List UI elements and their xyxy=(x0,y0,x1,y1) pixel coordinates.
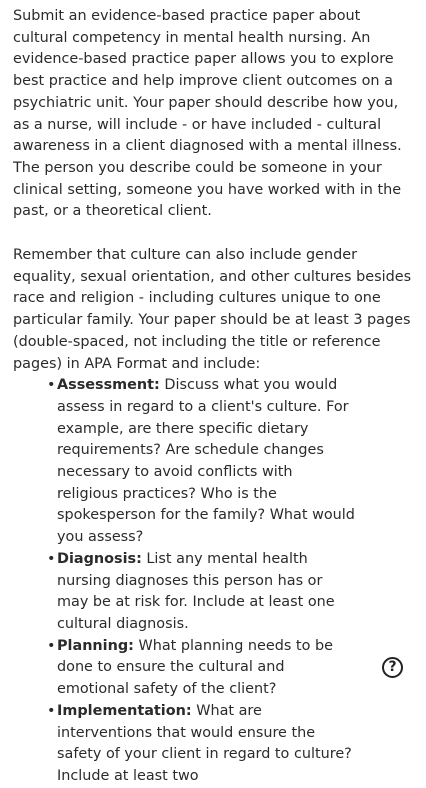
list-item-term: Diagnosis: xyxy=(57,550,142,567)
intro-paragraph: Submit an evidence-based practice paper about cultural competency in mental health nursing. An evidence-based practice paper allows you to explore best practice and help improve client outcomes on a psychiatric unit. Your paper should describe how you, as a nurse, will include - or have included - cultural awareness in a client diagnosed with a mental illness. The person you describe could be someone in your clinical setting, someone you have worked with in the past, or a theoretical client. xyxy=(13,8,402,220)
list-item-diagnosis xyxy=(13,549,357,636)
requirements-paragraph: Remember that culture can also include gender equality, sexual orientation, and other cultures besides race and religion - including cultures unique to one particular family. Your paper should be at least 3 pages (double-spaced, not including the title or reference pages) in APA Format and include: xyxy=(13,247,412,372)
bullet: • xyxy=(47,702,56,719)
list-item-term: Assessment: xyxy=(57,377,160,394)
question-circle-icon: ? xyxy=(388,659,397,675)
list-item-text: What planning needs to be done to ensure the cultural and emotional safety of the client? xyxy=(57,637,333,698)
list-item-text: List any mental health nursing diagnoses this person has or may be at risk for. Include at least one cultural diagnosis. xyxy=(57,550,335,632)
help-button[interactable] xyxy=(382,657,403,678)
list-item-text: What are interventions that would ensure the safety of your client in regard to culture? Include at least two xyxy=(57,702,352,784)
paragraph-spacer xyxy=(13,223,413,245)
list-item-term: Planning: xyxy=(57,637,134,654)
list-item-term: Implementation: xyxy=(57,702,192,719)
list-item-text: Discuss what you would assess in regard to a client's culture. For example, are there specific dietary requirements? Are schedule changes necessary to avoid conflicts with religious practices? Who is the spokesperson for the family? What would you assess? xyxy=(57,377,355,546)
list-item-assessment xyxy=(13,375,357,549)
bullet: • xyxy=(47,550,56,567)
assignment-document xyxy=(13,6,413,788)
bullet: • xyxy=(47,637,56,654)
list-item-planning xyxy=(13,636,357,701)
list-item-implementation xyxy=(13,701,357,788)
requirements-list xyxy=(13,375,413,787)
bullet: • xyxy=(47,377,56,394)
